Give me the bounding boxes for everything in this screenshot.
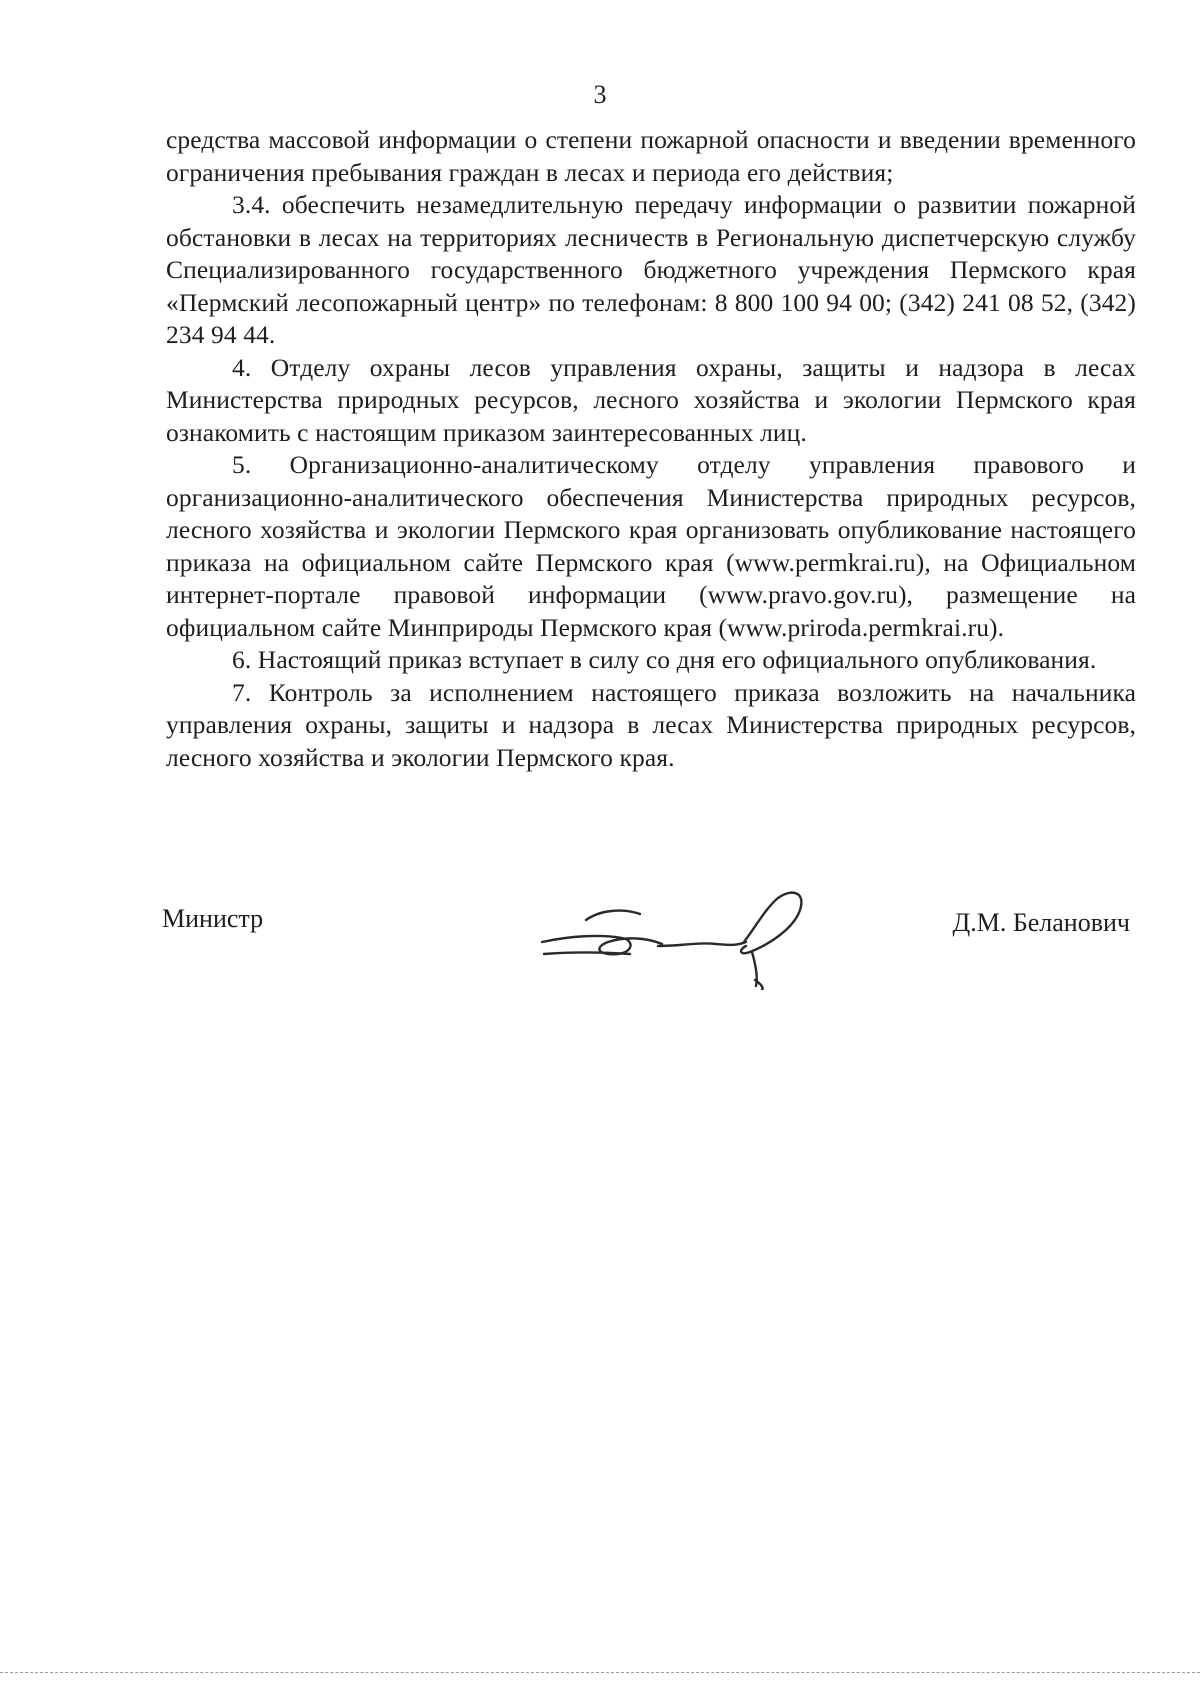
- paragraph-5: 5. Организационно-аналитическому отделу управления правового и организационно-аналитического обеспечения Министерства природных ресурсов, лесного хозяйства и экологии Пермского края организовать опубликование настоящего приказа на официальном сайте Пермского края (www.permkrai.ru), на Официальном интернет-портале правовой информации (www.pravo.gov.ru), размещение на официальном сайте Минприроды Пермского края (www.priroda.permkrai.ru).: [166, 450, 1136, 642]
- paragraph-6: 6. Настоящий приказ вступает в силу со дня его официального опубликования.: [232, 645, 1097, 674]
- signatory-name: Д.М. Беланович: [952, 908, 1130, 937]
- paragraph-continuation: средства массовой информации о степени пожарной опасности и введении временного ограничения пребывания граждан в лесах и периода его действия;: [166, 125, 1136, 187]
- paragraph-4: 4. Отделу охраны лесов управления охраны, защиты и надзора в лесах Министерства природных ресурсов, лесного хозяйства и экологии Пермского края ознакомить с настоящим приказом заинтересованных лиц.: [166, 352, 1136, 447]
- signature-block: [0, 880, 1200, 1000]
- signatory-role: Министр: [162, 904, 264, 933]
- page-number: 3: [593, 80, 607, 109]
- document-body: [166, 124, 1136, 774]
- bottom-scan-edge: [0, 1672, 1200, 1673]
- handwritten-signature-icon: [530, 880, 830, 990]
- paragraph-7: 7. Контроль за исполнением настоящего приказа возложить на начальника управления охраны, защиты и надзора в лесах Министерства природных ресурсов, лесного хозяйства и экологии Пермского края.: [166, 677, 1136, 772]
- paragraph-3-4: 3.4. обеспечить незамедлительную передачу информации о развитии пожарной обстановки в лесах на территориях лесничеств в Региональную диспетчерскую службу Специализированного государственного бюджетного учреждения Пермского края «Пермский лесопожарный центр» по телефонам: 8 800 100 94 00; (342) 241 08 52, (342) 234 94 44.: [166, 190, 1136, 349]
